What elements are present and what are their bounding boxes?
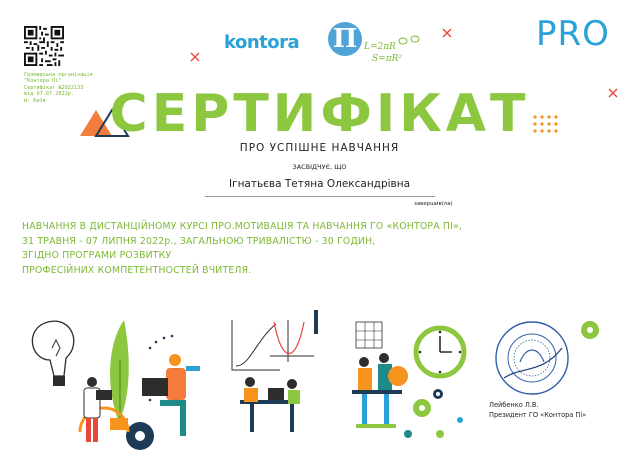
bees-icon xyxy=(398,34,422,48)
signatory-role: Президент ГО «Контора Пі» xyxy=(489,411,587,419)
clock-icon xyxy=(416,328,464,376)
certifies-label: ЗАСВІДЧУЄ, ЩО xyxy=(292,163,347,171)
formula-circumference: L=2πR xyxy=(364,42,396,52)
name-underline xyxy=(205,196,435,197)
cross-icon xyxy=(442,28,452,38)
logo-wordmark: kontora xyxy=(224,32,300,53)
course-line: ПРОФЕСІЙНИХ КОМПЕТЕНТНОСТЕЙ ВЧИТЕЛЯ. xyxy=(22,264,252,276)
course-line: ЗГІДНО ПРОГРАМИ РОЗВИТКУ xyxy=(22,250,172,262)
education-illustration xyxy=(0,300,520,452)
org-line: "Контора Пі" xyxy=(24,78,62,85)
certificate-subtitle: ПРО УСПІШНЕ НАВЧАННЯ xyxy=(239,142,400,154)
kontora-pi-logo xyxy=(224,22,424,74)
qr-code xyxy=(24,26,64,66)
student-group xyxy=(352,353,408,428)
formula-area: S=πR² xyxy=(372,54,403,64)
org-line: Громадська організація xyxy=(24,72,93,78)
cross-icon xyxy=(190,52,200,62)
course-line: 31 ТРАВНЯ - 07 ЛИПНЯ 2022р., ЗАГАЛЬНОЮ ТРИВАЛІСТЮ - 30 ГОДИН, xyxy=(22,235,376,247)
gear-icon xyxy=(578,318,602,342)
pro-badge: PRO xyxy=(536,14,610,54)
org-line: Сертифікат №2022133 xyxy=(24,84,84,91)
pi-logo-icon: П xyxy=(328,22,362,56)
parabola-chart-icon xyxy=(270,310,318,362)
student-figure xyxy=(142,354,186,436)
course-description xyxy=(22,220,622,278)
certificate-title: СЕРТИФІКАТ xyxy=(109,84,530,144)
graph-chart-icon xyxy=(232,320,280,370)
org-line: від 07.07.2022р. xyxy=(24,91,74,98)
course-line: НАВЧАННЯ В ДИСТАНЦІЙНОМУ КУРСІ ПРО.МОТИВАЦІЯ ТА НАВЧАННЯ ГО «КОНТОРА ПІ», xyxy=(22,221,463,232)
recipient-name: Ігнатьєва Тетяна Олександрівна xyxy=(228,178,411,190)
lightbulb-icon xyxy=(32,321,73,386)
gears-icon xyxy=(413,389,443,417)
grid-chart-icon xyxy=(356,322,382,348)
signatory-name: Лейбенко Л.В. xyxy=(489,401,539,409)
gear-icon xyxy=(126,422,154,450)
org-line: м. Київ xyxy=(24,97,46,104)
student-figure xyxy=(240,377,300,432)
completed-label: завершив(ла) xyxy=(414,201,453,207)
official-stamp-icon xyxy=(492,318,572,398)
